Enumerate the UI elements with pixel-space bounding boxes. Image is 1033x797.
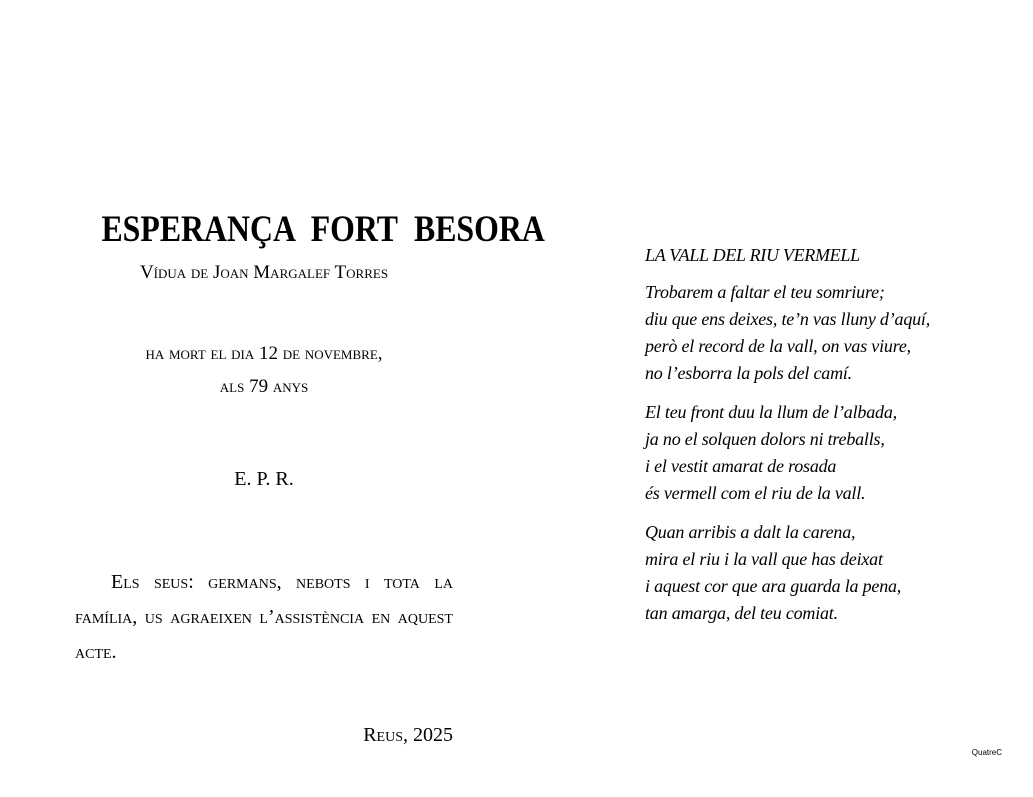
- poem-verse: tan amarga, del teu comiat.: [645, 603, 838, 623]
- poem-verse: i el vestit amarat de rosada: [645, 456, 837, 476]
- place-and-year: Reus, 2025: [363, 724, 453, 746]
- poem-verse: i aquest cor que ara guarda la pena,: [645, 576, 902, 596]
- poem-stanza: [645, 399, 975, 507]
- poem-verse: és vermell com el riu de la vall.: [645, 483, 866, 503]
- poem-verse: Quan arribis a dalt la carena,: [645, 522, 856, 542]
- widow-subtitle: Vídua de Joan Margalef Torres: [139, 262, 389, 283]
- poem-panel: [645, 243, 975, 627]
- poem-verse: però el record de la vall, on vas viure,: [645, 336, 911, 356]
- family-thanks: Els seus: germans, nebots i tota la família, us agraeixen l’assistència en aquest acte.: [75, 571, 453, 663]
- poem-verse: Trobarem a faltar el teu somriure;: [645, 282, 885, 302]
- death-date-line: ha mort el dia 12 de novembre,: [145, 343, 383, 364]
- poem-stanza: [645, 279, 975, 387]
- poem-verse: mira el riu i la vall que has deixat: [645, 549, 883, 569]
- age-line: als 79 anys: [219, 376, 309, 397]
- poem-title: LA VALL DEL RIU VERMELL: [645, 245, 860, 265]
- poem-verse: ja no el solquen dolors ni treballs,: [645, 429, 885, 449]
- deceased-name: ESPERANÇA FORT BESORA: [101, 209, 545, 250]
- poem-verse: El teu front duu la llum de l’albada,: [645, 402, 897, 422]
- printer-mark: QuatreC: [971, 748, 1002, 757]
- left-panel: [75, 205, 545, 748]
- poem-verse: diu que ens deixes, te’n vas lluny d’aquí,: [645, 309, 931, 329]
- poem-stanza: [645, 519, 975, 627]
- rest-in-peace: E. P. R.: [234, 468, 294, 490]
- poem-verse: no l’esborra la pols del camí.: [645, 363, 852, 383]
